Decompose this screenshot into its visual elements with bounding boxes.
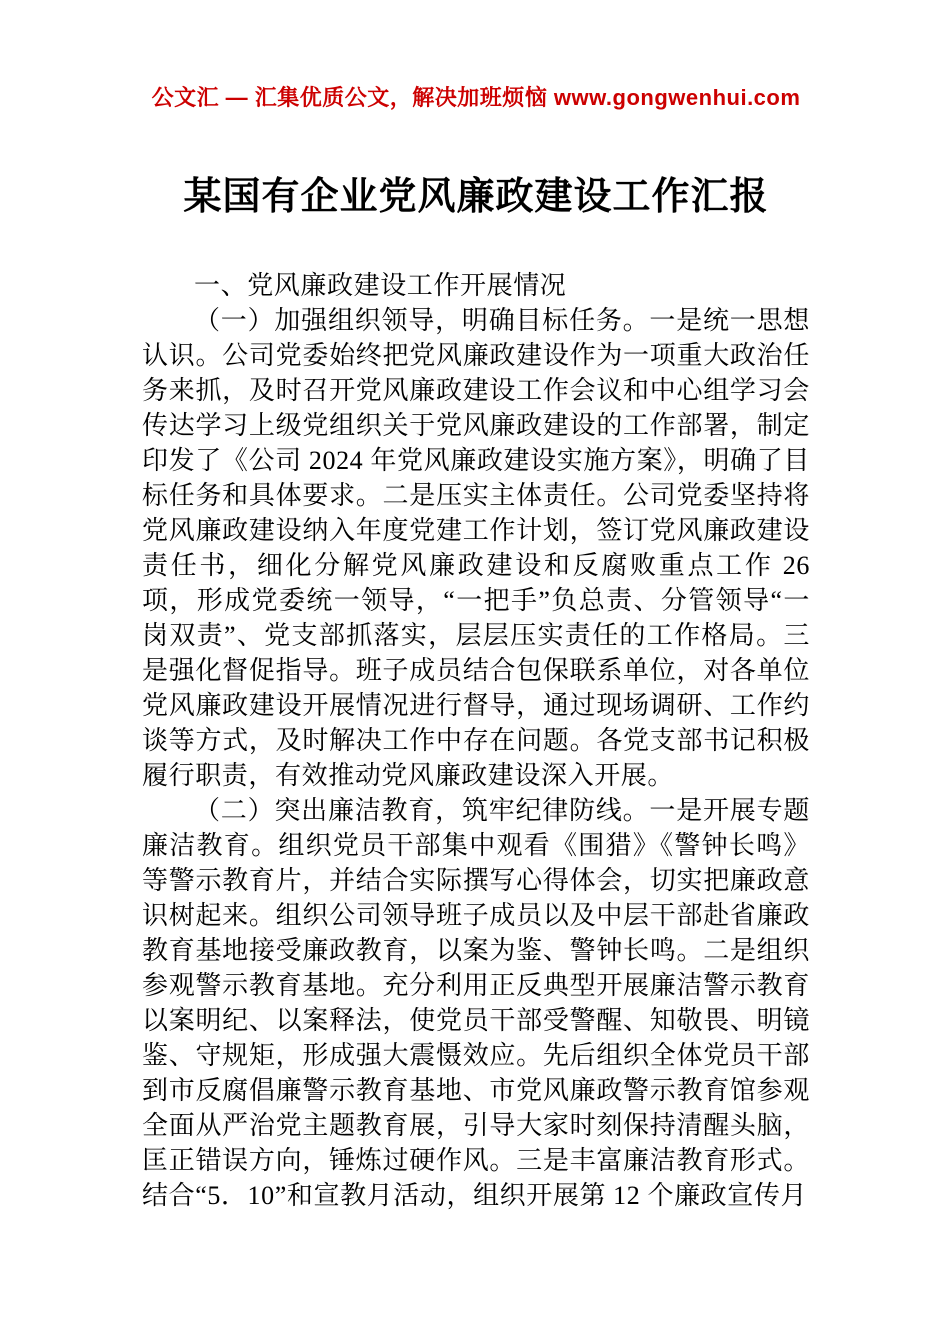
- document-title: 某国有企业党风廉政建设工作汇报: [183, 176, 769, 218]
- site-banner: 公文汇 — 汇集优质公文，解决加班烦恼 www.gongwenhui.com: [151, 85, 801, 110]
- document-body: [142, 268, 810, 1213]
- paragraph-organization-leadership: （一）加强组织领导，明确目标任务。一是统一思想认识。公司党委始终把党风廉政建设作为一项重大政治任务来抓，及时召开党风廉政建设工作会议和中心组学习会传达学习上级党组织关于党风廉政建设的工作部署，制定印发了《公司 2024 年党风廉政建设实施方案》，明确了目标任务和具体要求。二是压实主体责任。公司党委坚持将党风廉政建设纳入年度党建工作计划，签订党风廉政建设责任书，细化分解党风廉政建设和反腐败重点工作 26 项，形成党委统一领导，“一把手”负总责、分管领导“一岗双责”、党支部抓落实，层层压实责任的工作格局。三是强化督促指导。班子成员结合包保联系单位，对各单位党风廉政建设开展情况进行督导，通过现场调研、工作约谈等方式，及时解决工作中存在问题。各党支部书记积极履行职责，有效推动党风廉政建设深入开展。: [142, 306, 810, 790]
- paragraph-integrity-education: （二）突出廉洁教育，筑牢纪律防线。一是开展专题廉洁教育。组织党员干部集中观看《围猎》《警钟长鸣》等警示教育片，并结合实际撰写心得体会，切实把廉政意识树起来。组织公司领导班子成员以及中层干部赴省廉政教育基地接受廉政教育，以案为鉴、警钟长鸣。二是组织参观警示教育基地。充分利用正反典型开展廉洁警示教育以案明纪、以案释法，使党员干部受警醒、知敬畏、明镜鉴、守规矩，形成强大震慑效应。先后组织全体党员干部到市反腐倡廉警示教育基地、市党风廉政警示教育馆参观全面从严治党主题教育展，引导大家时刻保持清醒头脑，匡正错误方向，锤炼过硬作风。三是丰富廉洁教育形式。结合“5．10”和宣教月活动，组织开展第 12 个廉政宣传月: [142, 796, 810, 1210]
- section-heading: 一、党风廉政建设工作开展情况: [194, 271, 567, 300]
